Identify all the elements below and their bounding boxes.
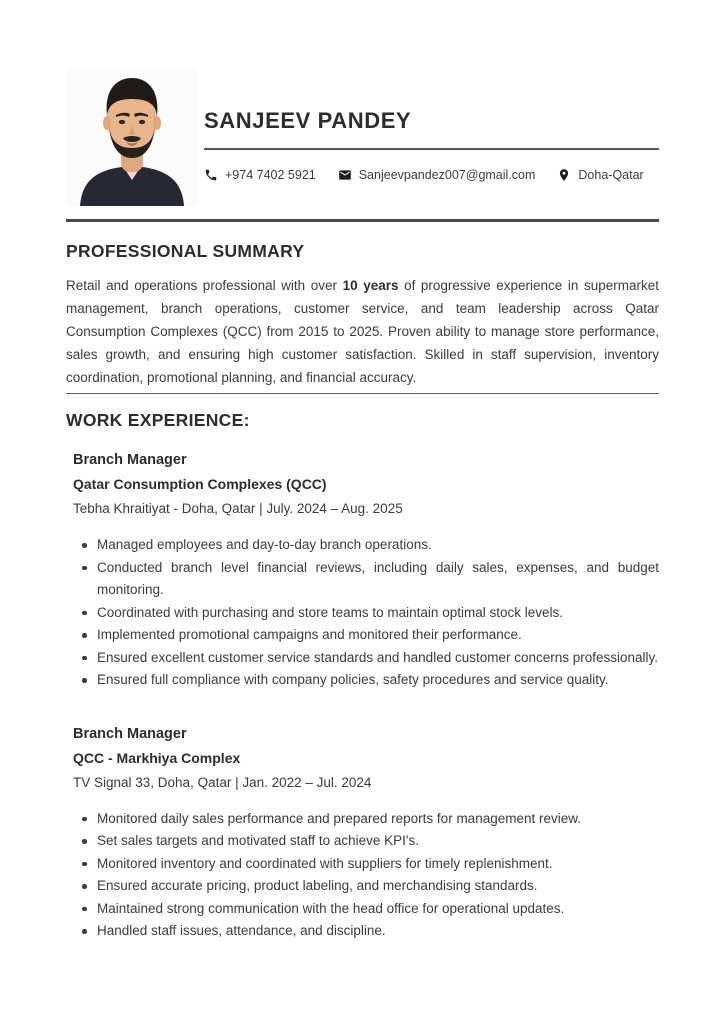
summary-heading: PROFESSIONAL SUMMARY	[66, 241, 305, 261]
header-divider	[66, 219, 659, 222]
job-bullet: Coordinated with purchasing and store teams to maintain optimal stock levels.	[73, 602, 659, 625]
summary-paragraph	[66, 274, 659, 389]
job-bullet: Set sales targets and motivated staff to achieve KPI's.	[73, 830, 659, 853]
job-location-dates: Tebha Khraitiyat - Doha, Qatar | July. 2024 – Aug. 2025	[73, 501, 403, 516]
summary-divider	[66, 393, 659, 394]
job-title: Branch Manager	[73, 452, 187, 468]
summary-text-after: of progressive experience in supermarket management, branch operations, customer service, and team leadership across Qatar Consumption Complexes (QCC) from 2015 to 2025. Proven ability to manage store performance, sales growth, and ensuring high customer satisfaction. Skilled in staff supervision, inventory coordination, promotional planning, and financial accuracy.	[66, 278, 659, 385]
contact-row	[204, 168, 659, 182]
job-company: Qatar Consumption Complexes (QCC)	[73, 476, 327, 492]
phone-icon	[204, 168, 218, 182]
job-bullet: Ensured excellent customer service standards and handled customer concerns professionally.	[73, 647, 659, 670]
job-bullet: Handled staff issues, attendance, and discipline.	[73, 920, 659, 943]
phone-contact	[204, 168, 316, 182]
email-address: Sanjeevpandez007@gmail.com	[358, 168, 536, 182]
job-bullet: Managed employees and day-to-day branch operations.	[73, 534, 659, 557]
job-bullet-list	[66, 534, 659, 692]
phone-number: +974 7402 5921	[225, 168, 316, 182]
job-bullet-list	[66, 808, 659, 943]
job-bullet: Implemented promotional campaigns and monitored their performance.	[73, 624, 659, 647]
job-bullet: Maintained strong communication with the head office for operational updates.	[73, 898, 659, 921]
job-bullet: Ensured full compliance with company policies, safety procedures and service quality.	[73, 669, 659, 692]
job-company: QCC - Markhiya Complex	[73, 749, 241, 766]
job-bullet: Monitored inventory and coordinated with suppliers for timely replenishment.	[73, 853, 659, 876]
name-divider	[204, 148, 659, 150]
job-bullet: Conducted branch level financial reviews, including daily sales, expenses, and budget monitoring.	[73, 557, 659, 602]
work-experience-section	[66, 410, 659, 943]
email-contact	[338, 168, 536, 182]
header-right	[198, 68, 659, 182]
location-contact	[557, 168, 643, 182]
job-title: Branch Manager	[73, 725, 187, 742]
location-text: Doha-Qatar	[578, 168, 644, 182]
job-bullet: Monitored daily sales performance and prepared reports for management review.	[73, 808, 659, 831]
candidate-name: SANJEEV PANDEY	[204, 108, 412, 133]
profile-photo	[66, 68, 198, 206]
summary-bold-phrase: 10 years	[342, 278, 399, 293]
location-pin-icon	[557, 168, 571, 182]
job-entry-qcc	[66, 452, 659, 692]
job-bullet: Ensured accurate pricing, product labeling, and merchandising standards.	[73, 875, 659, 898]
summary-text-before: Retail and operations professional with over	[66, 278, 343, 293]
job-entry-markhiya	[66, 726, 659, 943]
experience-heading: WORK EXPERIENCE:	[66, 410, 250, 430]
professional-summary-section	[66, 241, 659, 389]
resume-header	[66, 68, 659, 206]
email-icon	[338, 168, 352, 182]
job-location-dates: TV Signal 33, Doha, Qatar | Jan. 2022 – Jul. 2024	[73, 774, 372, 790]
